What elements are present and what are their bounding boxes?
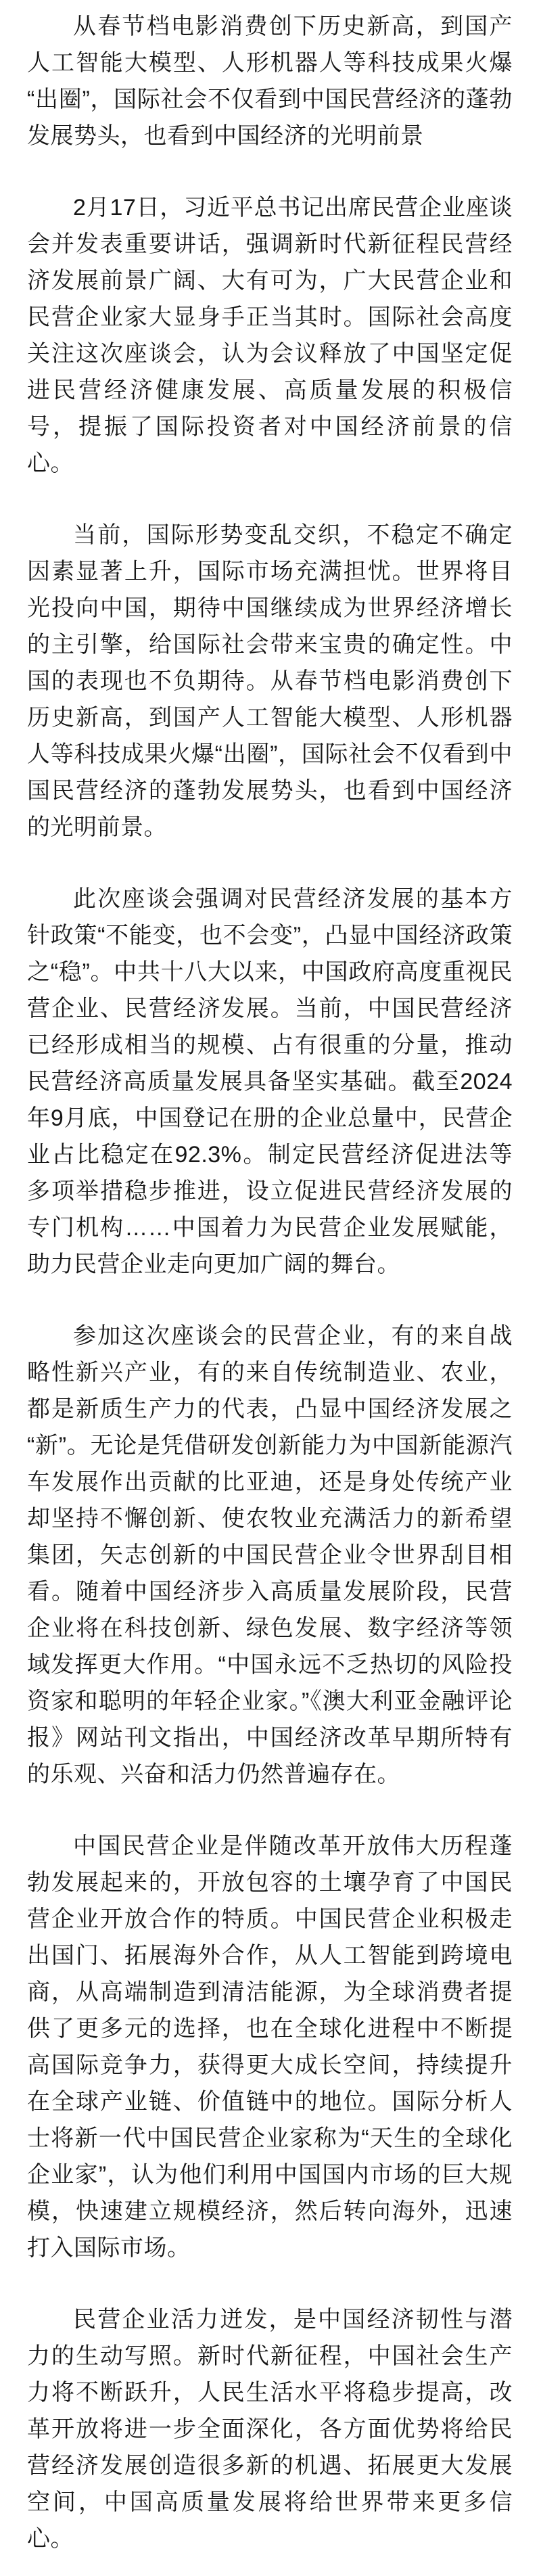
article-paragraph: 中国民营企业是伴随改革开放伟大历程蓬勃发展起来的，开放包容的土壤孕育了中国民营企业开放合作的特质。中国民营企业积极走出国门、拓展海外合作，从人工智能到跨境电商，从高端制造到清洁能源，为全球消费者提供了更多元的选择，也在全球化进程中不断提高国际竞争力，获得更大成长空间，持续提升在全球产业链、价值链中的地位。国际分析人士将新一代中国民营企业家称为“天生的全球化企业家”，认为他们利用中国国内市场的巨大规模，快速建立规模经济，然后转向海外，迅速打入国际市场。 [27,1833,513,2261]
article-paragraph: 此次座谈会强调对民营经济发展的基本方针政策“不能变，也不会变”，凸显中国经济政策之“稳”。中共十八大以来，中国政府高度重视民营企业、民营经济发展。当前，中国民营经济已经形成相当的规模、占有很重的分量，推动民营经济高质量发展具备坚实基础。截至2024年9月底，中国登记在册的企业总量中，民营企业占比稳定在92.3%。制定民营经济促进法等多项举措稳步推进，设立促进民营经济发展的专门机构……中国着力为民营企业发展赋能，助力民营企业走向更加广阔的舞台。 [27,886,513,1277]
article-paragraph: 参加这次座谈会的民营企业，有的来自战略性新兴产业，有的来自传统制造业、农业，都是新质生产力的代表，凸显中国经济发展之“新”。无论是凭借研发创新能力为中国新能源汽车发展作出贡献的比亚迪，还是身处传统产业却坚持不懈创新、使农牧业充满活力的新希望集团，矢志创新的中国民营企业令世界刮目相看。随着中国经济步入高质量发展阶段，民营企业将在科技创新、绿色发展、数字经济等领域发挥更大作用。“中国永远不乏热切的风险投资家和聪明的年轻企业家。”《澳大利亚金融评论报》网站刊文指出，中国经济改革早期所特有的乐观、兴奋和活力仍然普遍存在。 [27,1323,513,1787]
article-paragraph: 民营企业活力迸发，是中国经济韧性与潜力的生动写照。新时代新征程，中国社会生产力将不断跃升，人民生活水平将稳步提高，改革开放将进一步全面深化，各方面优势将给民营经济发展创造很多新的机遇、拓展更大发展空间，中国高质量发展将给世界带来更多信心。 [27,2307,513,2552]
article-paragraph: 当前，国际形势变乱交织，不稳定不确定因素显著上升，国际市场充满担忧。世界将目光投向中国，期待中国继续成为世界经济增长的主引擎，给国际社会带来宝贵的确定性。中国的表现也不负期待。从春节档电影消费创下历史新高，到国产人工智能大模型、人形机器人等科技成果火爆“出圈”，国际社会不仅看到中国民营经济的蓬勃发展势头，也看到中国经济的光明前景。 [27,522,513,840]
lede-paragraph: 从春节档电影消费创下历史新高，到国产人工智能大模型、人形机器人等科技成果火爆“出圈”，国际社会不仅看到中国民营经济的蓬勃发展势头，也看到中国经济的光明前景 [27,14,513,149]
article-body [27,8,513,2557]
article-paragraph: 2月17日，习近平总书记出席民营企业座谈会并发表重要讲话，强调新时代新征程民营经济发展前景广阔、大有可为，广大民营企业和民营企业家大显身手正当其时。国际社会高度关注这次座谈会，认为会议释放了中国坚定促进民营经济健康发展、高质量发展的积极信号，提振了国际投资者对中国经济前景的信心。 [27,195,513,476]
